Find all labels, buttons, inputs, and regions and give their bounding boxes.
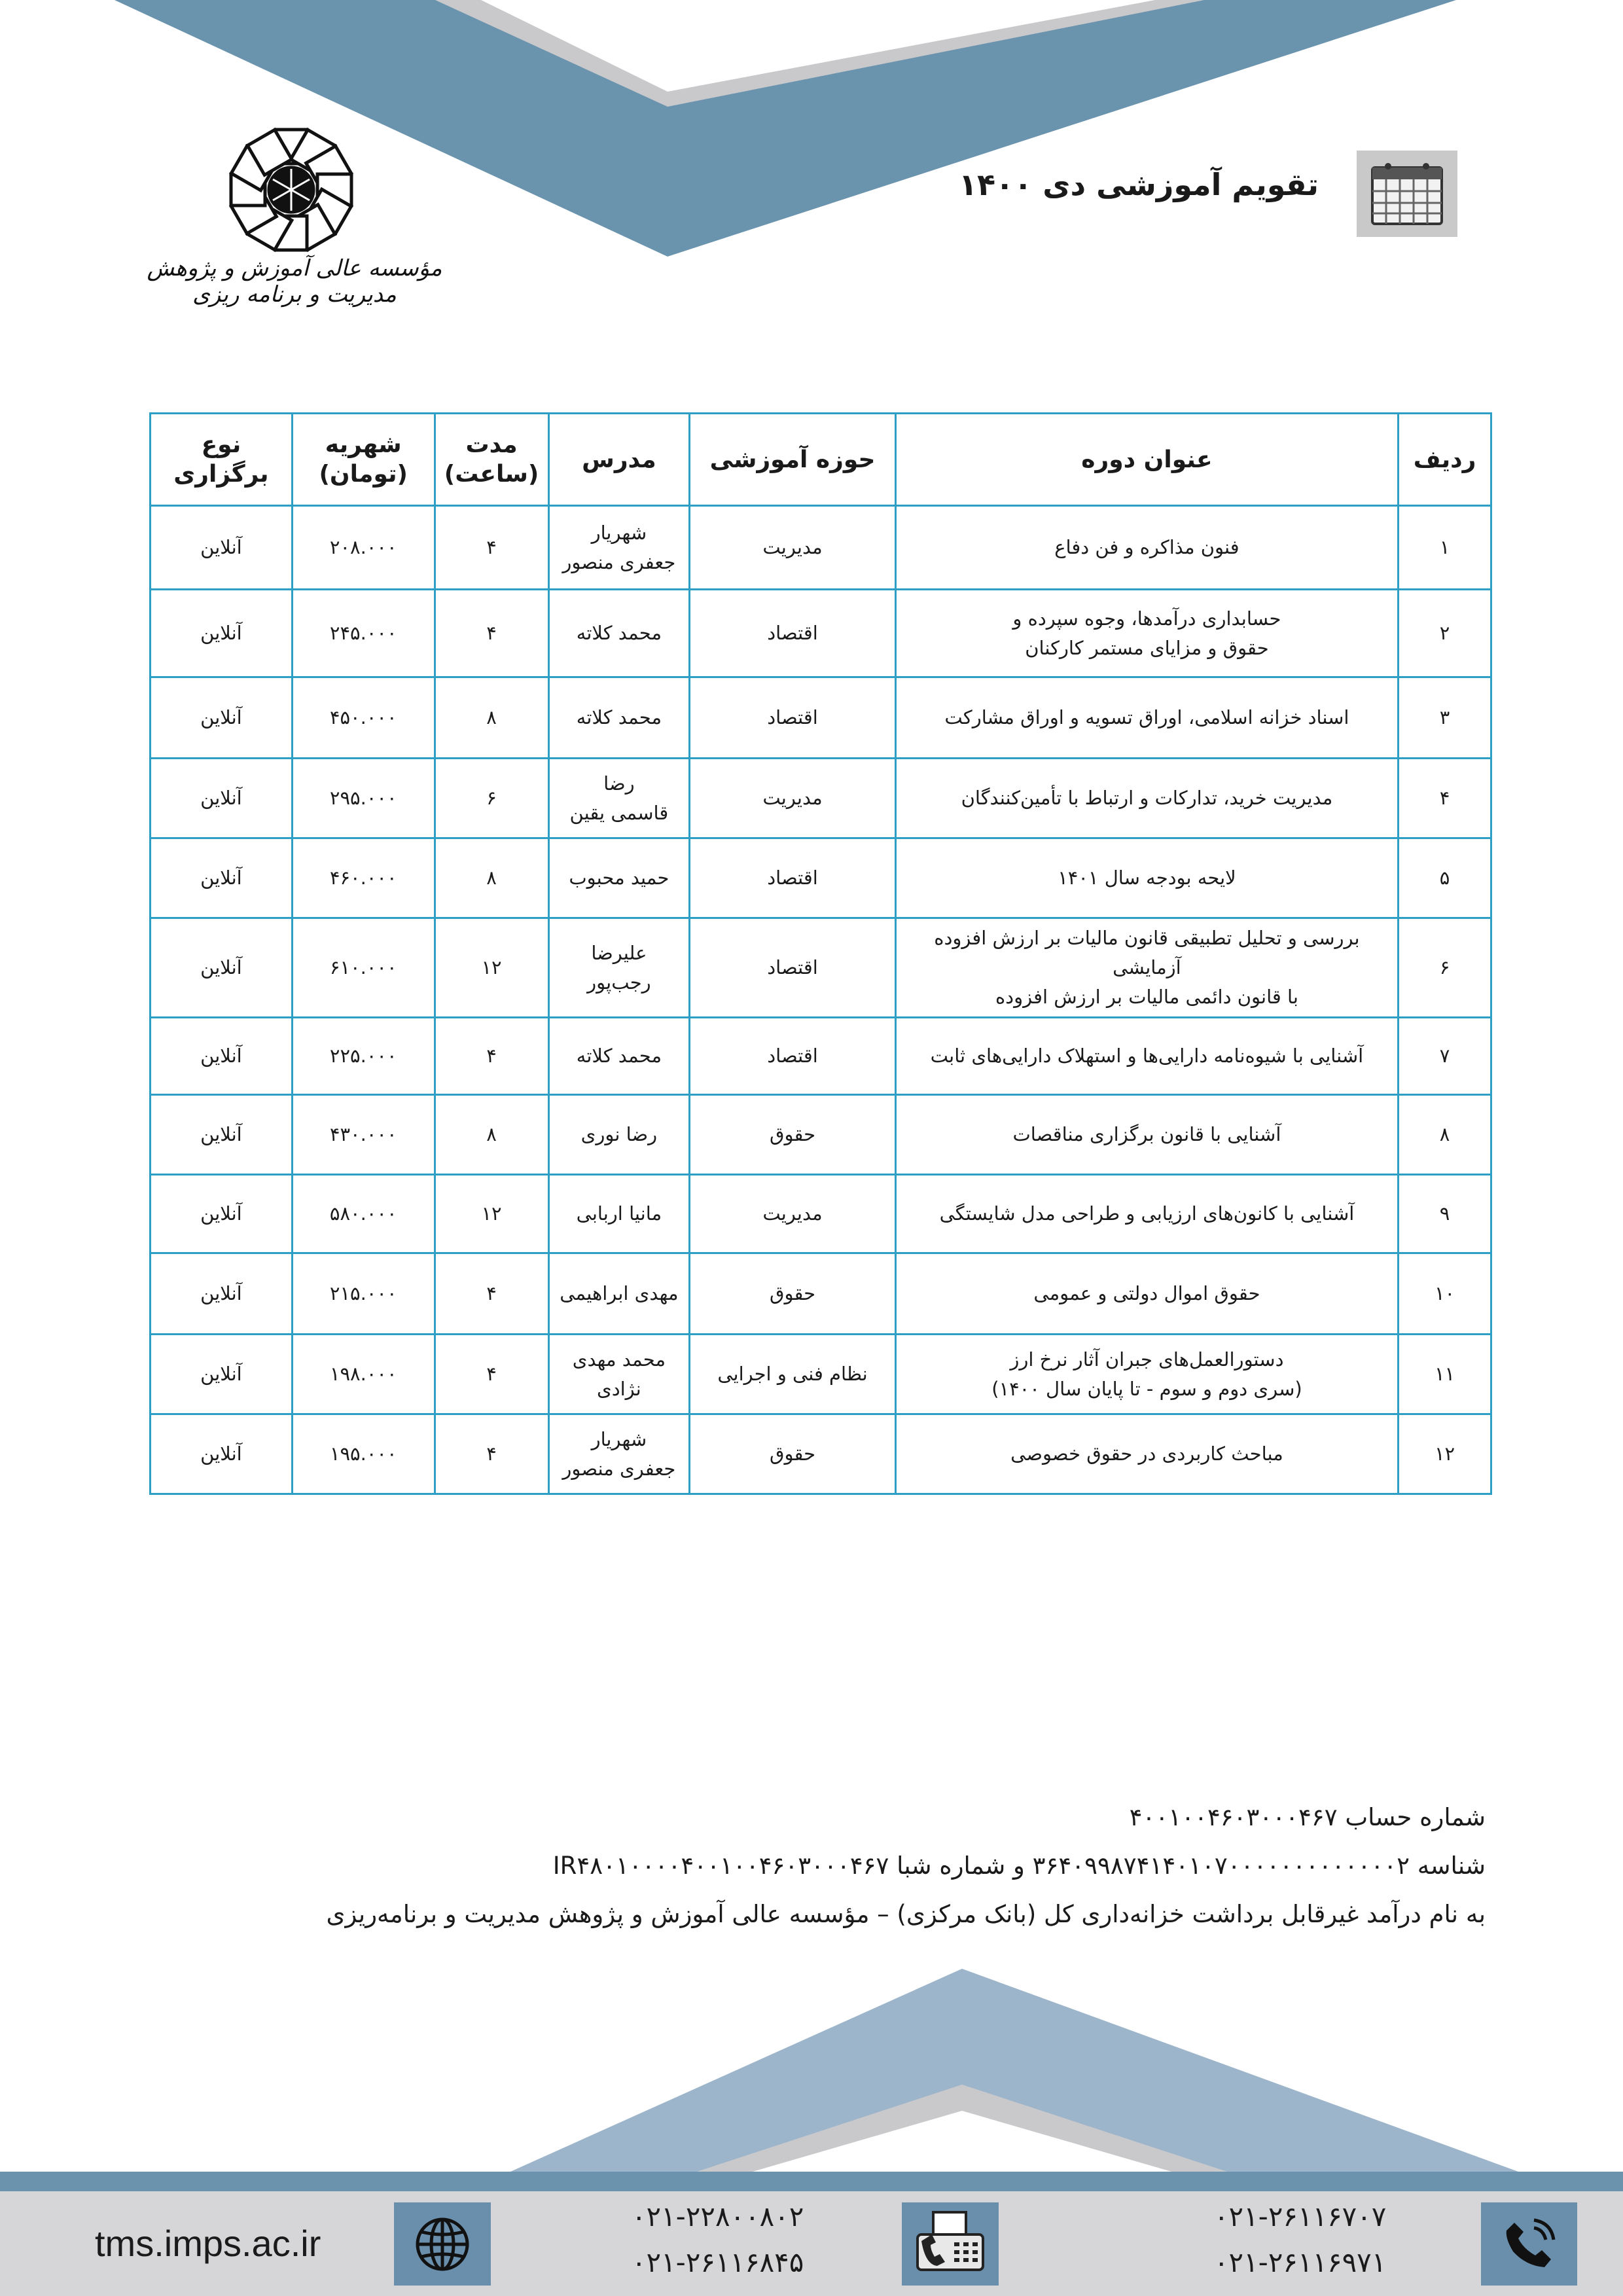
duration-cell-text: ۴ xyxy=(486,622,497,645)
duration-cell xyxy=(435,918,548,1018)
duration-cell-text: ۸ xyxy=(486,1123,497,1146)
teacher-cell xyxy=(548,918,690,1018)
fax-icon xyxy=(902,2202,999,2286)
delivery-type-cell-text: آنلاین xyxy=(200,1045,242,1067)
teacher-cell xyxy=(548,1253,690,1335)
teacher-cell-text: محمد کلاته xyxy=(576,622,662,645)
row-number-cell-text: ۱۱ xyxy=(1434,1363,1455,1386)
course-title-cell-text: آشنایی با کانون‌های ارزیابی و طراحی مدل شایستگی xyxy=(939,1202,1355,1225)
fee-cell xyxy=(292,838,435,918)
row-number-cell-text: ۱۲ xyxy=(1434,1443,1455,1465)
fee-cell-text: ۱۹۵.۰۰۰ xyxy=(329,1443,397,1465)
fee-cell xyxy=(292,1335,435,1414)
course-title-cell-text: (سری دوم و سوم - تا پایان سال ۱۴۰۰) xyxy=(991,1377,1302,1400)
fee-cell xyxy=(292,1253,435,1335)
field-cell xyxy=(690,918,896,1018)
field-cell-text: اقتصاد xyxy=(767,956,818,979)
field-cell-text: اقتصاد xyxy=(767,867,818,889)
teacher-cell-text: مانیا اربابی xyxy=(576,1202,662,1225)
row-number-cell xyxy=(1399,759,1491,838)
delivery-type-cell xyxy=(151,1018,293,1095)
duration-cell-text: ۱۲ xyxy=(481,956,502,979)
table-row xyxy=(151,1335,1491,1414)
field-cell-text: حقوق xyxy=(769,1443,816,1465)
teacher-cell-text: رجب‌پور xyxy=(587,971,651,994)
teacher-cell-text: حمید محبوب xyxy=(569,867,669,889)
field-cell-text: حقوق xyxy=(769,1282,816,1305)
course-title-cell xyxy=(895,1175,1398,1253)
delivery-type-cell-text: آنلاین xyxy=(200,1202,242,1225)
delivery-type-cell xyxy=(151,918,293,1018)
duration-cell xyxy=(435,1095,548,1175)
row-number-cell-text: ۳ xyxy=(1439,706,1450,729)
row-number-cell-text: ۴ xyxy=(1439,787,1450,810)
teacher-cell xyxy=(548,759,690,838)
header-type-label-1: نوع xyxy=(201,431,241,458)
course-title-cell-text: دستورالعمل‌های جبران آثار نرخ ارز xyxy=(1010,1348,1284,1371)
course-title-cell-text: مباحث کاربردی در حقوق خصوصی xyxy=(1010,1443,1283,1465)
row-number-cell xyxy=(1399,1095,1491,1175)
header-field: حوزه آموزشی xyxy=(690,414,896,506)
teacher-cell-text: شهریار xyxy=(591,1427,647,1450)
course-title-cell xyxy=(895,1018,1398,1095)
teacher-cell-text: علیرضا xyxy=(591,941,647,964)
header-fee-unit: (تومان) xyxy=(319,461,408,488)
table-row xyxy=(151,1175,1491,1253)
field-cell-text: حقوق xyxy=(769,1123,816,1146)
fax-number-1[interactable]: ۰۲۱-۲۲۸۰۰۸۰۲ xyxy=(632,2200,804,2233)
table-row xyxy=(151,759,1491,838)
duration-cell xyxy=(435,1414,548,1494)
delivery-type-cell xyxy=(151,1175,293,1253)
course-title-cell-text: آشنایی با شیوه‌نامه دارایی‌ها و استهلاک دارایی‌های ثابت xyxy=(930,1045,1364,1067)
header-teacher: مدرس xyxy=(548,414,690,506)
delivery-type-cell-text: آنلاین xyxy=(200,1282,242,1305)
course-title-cell xyxy=(895,1095,1398,1175)
field-cell xyxy=(690,1175,896,1253)
teacher-cell-text: نژادی xyxy=(597,1377,641,1400)
duration-cell-text: ۴ xyxy=(486,1443,497,1465)
delivery-type-cell-text: آنلاین xyxy=(200,1123,242,1146)
delivery-type-cell-text: آنلاین xyxy=(200,1363,242,1386)
delivery-type-cell-text: آنلاین xyxy=(200,1443,242,1465)
duration-cell xyxy=(435,759,548,838)
fee-cell-text: ۴۵۰.۰۰۰ xyxy=(329,706,397,729)
field-cell xyxy=(690,759,896,838)
row-number-cell xyxy=(1399,590,1491,677)
header-type-label-2: برگزاری xyxy=(173,461,269,488)
fee-cell xyxy=(292,1018,435,1095)
header-fee-label: شهریه xyxy=(325,431,402,458)
row-number-cell xyxy=(1399,1335,1491,1414)
delivery-type-cell xyxy=(151,838,293,918)
table-row xyxy=(151,918,1491,1018)
teacher-cell xyxy=(548,1414,690,1494)
phone-icon xyxy=(1481,2202,1577,2286)
teacher-cell-text: رضا xyxy=(603,772,635,795)
course-title-cell-text: بررسی و تحلیل تطبیقی قانون مالیات بر ارزش افزوده آزمایشی xyxy=(934,927,1360,979)
duration-cell xyxy=(435,506,548,590)
teacher-cell xyxy=(548,506,690,590)
fee-cell-text: ۲۹۵.۰۰۰ xyxy=(329,787,397,810)
teacher-cell-text: رضا نوری xyxy=(580,1123,658,1146)
teacher-cell xyxy=(548,1018,690,1095)
row-number-cell-text: ۵ xyxy=(1439,867,1450,889)
delivery-type-cell-text: آنلاین xyxy=(200,956,242,979)
duration-cell xyxy=(435,677,548,759)
field-cell xyxy=(690,1018,896,1095)
field-cell-text: مدیریت xyxy=(762,1202,823,1225)
teacher-cell-text: محمد مهدی xyxy=(572,1348,666,1371)
header-duration-label: مدت xyxy=(465,431,518,458)
institute-name: مؤسسه عالی آموزش و پژوهش مدیریت و برنامه ریزی xyxy=(147,255,442,308)
header-delivery-type xyxy=(151,414,293,506)
fee-cell-text: ۲۴۵.۰۰۰ xyxy=(329,622,397,645)
fee-cell xyxy=(292,918,435,1018)
header-duration xyxy=(435,414,548,506)
duration-cell xyxy=(435,1335,548,1414)
duration-cell xyxy=(435,1253,548,1335)
fee-cell-text: ۲۰۸.۰۰۰ xyxy=(329,536,397,559)
table-row xyxy=(151,1095,1491,1175)
delivery-type-cell-text: آنلاین xyxy=(200,622,242,645)
row-number-cell xyxy=(1399,1175,1491,1253)
row-number-cell-text: ۱۰ xyxy=(1434,1282,1455,1305)
course-title-cell-text: اسناد خزانه اسلامی، اوراق تسویه و اوراق مشارکت xyxy=(944,706,1349,729)
duration-cell xyxy=(435,590,548,677)
teacher-cell-text: شهریار xyxy=(591,521,647,544)
field-cell-text: نظام فنی و اجرایی xyxy=(717,1363,868,1386)
teacher-cell-text: محمد کلاته xyxy=(576,1045,662,1067)
row-number-cell-text: ۸ xyxy=(1439,1123,1450,1146)
teacher-cell xyxy=(548,590,690,677)
field-cell xyxy=(690,677,896,759)
duration-cell-text: ۴ xyxy=(486,1045,497,1067)
duration-cell-text: ۸ xyxy=(486,867,497,889)
course-title-cell-text: مدیریت خرید، تدارکات و ارتباط با تأمین‌کنندگان xyxy=(961,787,1333,810)
teacher-cell-text: مهدی ابراهیمی xyxy=(560,1282,679,1305)
fee-cell-text: ۲۲۵.۰۰۰ xyxy=(329,1045,397,1067)
calendar-icon xyxy=(1357,151,1457,237)
field-cell xyxy=(690,1253,896,1335)
delivery-type-cell xyxy=(151,1253,293,1335)
table-row xyxy=(151,1414,1491,1494)
table-row xyxy=(151,838,1491,918)
page-title: تقویم آموزشی دی ۱۴۰۰ xyxy=(958,167,1319,202)
delivery-type-cell-text: آنلاین xyxy=(200,536,242,559)
table-row xyxy=(151,1253,1491,1335)
row-number-cell xyxy=(1399,838,1491,918)
field-cell xyxy=(690,590,896,677)
course-title-cell xyxy=(895,918,1398,1018)
row-number-cell xyxy=(1399,918,1491,1018)
course-title-cell xyxy=(895,1253,1398,1335)
field-cell xyxy=(690,1095,896,1175)
field-cell-text: مدیریت xyxy=(762,787,823,810)
delivery-type-cell xyxy=(151,506,293,590)
row-number-cell xyxy=(1399,506,1491,590)
field-cell xyxy=(690,838,896,918)
fee-cell xyxy=(292,1414,435,1494)
fee-cell-text: ۴۳۰.۰۰۰ xyxy=(329,1123,397,1146)
teacher-cell xyxy=(548,1175,690,1253)
duration-cell-text: ۶ xyxy=(486,787,497,810)
row-number-cell-text: ۹ xyxy=(1439,1202,1450,1225)
fee-cell xyxy=(292,506,435,590)
fee-cell-text: ۲۱۵.۰۰۰ xyxy=(329,1282,397,1305)
course-title-cell-text: حسابداری درآمدها، وجوه سپرده و xyxy=(1012,607,1281,630)
course-title-cell-text: حقوق اموال دولتی و عمومی xyxy=(1033,1282,1260,1305)
teacher-cell xyxy=(548,838,690,918)
header-course-title: عنوان دوره xyxy=(895,414,1398,506)
table-header-row xyxy=(151,414,1491,506)
course-title-cell-text: با قانون دائمی مالیات بر ارزش افزوده xyxy=(995,985,1298,1008)
delivery-type-cell xyxy=(151,759,293,838)
phone-number-1[interactable]: ۰۲۱-۲۶۱۱۶۷۰۷ xyxy=(1214,2200,1387,2233)
course-title-cell xyxy=(895,759,1398,838)
website-link[interactable]: tms.imps.ac.ir xyxy=(95,2223,321,2264)
course-schedule-table xyxy=(149,412,1492,1495)
payee-name: به نام درآمد غیرقابل برداشت خزانه‌داری کل (بانک مرکزی) – مؤسسه عالی آموزش و پژوهش مدیریت و برنامه‌ریزی xyxy=(326,1900,1486,1928)
account-number: شماره حساب ۴۰۰۱۰۰۴۶۰۳۰۰۰۴۶۷ xyxy=(1129,1803,1486,1831)
course-title-cell-text: حقوق و مزایای مستمر کارکنان xyxy=(1025,636,1269,659)
delivery-type-cell xyxy=(151,677,293,759)
duration-cell xyxy=(435,1175,548,1253)
table-row xyxy=(151,1018,1491,1095)
row-number-cell-text: ۶ xyxy=(1439,956,1450,979)
field-cell xyxy=(690,1335,896,1414)
field-cell-text: اقتصاد xyxy=(767,1045,818,1067)
header-fee xyxy=(292,414,435,506)
duration-cell-text: ۴ xyxy=(486,1282,497,1305)
delivery-type-cell xyxy=(151,590,293,677)
teacher-cell xyxy=(548,1335,690,1414)
duration-cell-text: ۴ xyxy=(486,536,497,559)
teacher-cell xyxy=(548,1095,690,1175)
field-cell-text: اقتصاد xyxy=(767,706,818,729)
row-number-cell xyxy=(1399,1414,1491,1494)
field-cell-text: مدیریت xyxy=(762,536,823,559)
field-cell xyxy=(690,506,896,590)
course-title-cell xyxy=(895,506,1398,590)
row-number-cell-text: ۷ xyxy=(1439,1045,1450,1067)
field-cell xyxy=(690,1414,896,1494)
course-title-cell-text: فنون مذاکره و فن دفاع xyxy=(1054,536,1240,559)
teacher-cell xyxy=(548,677,690,759)
table-row xyxy=(151,590,1491,677)
globe-icon xyxy=(394,2202,491,2286)
delivery-type-cell xyxy=(151,1335,293,1414)
row-number-cell-text: ۲ xyxy=(1439,622,1450,645)
fee-cell-text: ۴۶۰.۰۰۰ xyxy=(329,867,397,889)
duration-cell-text: ۴ xyxy=(486,1363,497,1386)
fee-cell xyxy=(292,590,435,677)
table-row xyxy=(151,677,1491,759)
course-title-cell xyxy=(895,838,1398,918)
fee-cell-text: ۶۱۰.۰۰۰ xyxy=(329,956,397,979)
course-title-cell xyxy=(895,677,1398,759)
teacher-cell-text: محمد کلاته xyxy=(576,706,662,729)
delivery-type-cell-text: آنلاین xyxy=(200,787,242,810)
header-row-number: ردیف xyxy=(1399,414,1491,506)
delivery-type-cell xyxy=(151,1414,293,1494)
teacher-cell-text: جعفری منصور xyxy=(562,1457,676,1480)
fax-number-2[interactable]: ۰۲۱-۲۶۱۱۶۸۴۵ xyxy=(632,2246,804,2278)
teacher-cell-text: قاسمی یقین xyxy=(569,801,669,824)
row-number-cell xyxy=(1399,1253,1491,1335)
duration-cell xyxy=(435,1018,548,1095)
duration-cell xyxy=(435,838,548,918)
fee-cell xyxy=(292,677,435,759)
field-cell-text: اقتصاد xyxy=(767,622,818,645)
shaba-number: شناسه ۳۶۴۰۹۹۸۷۴۱۴۰۱۰۷۰۰۰۰۰۰۰۰۰۰۰۰۰۲ و شماره شبا IR۴۸۰۱۰۰۰۰۴۰۰۱۰۰۴۶۰۳۰۰۰۴۶۷ xyxy=(552,1852,1486,1880)
delivery-type-cell xyxy=(151,1095,293,1175)
fee-cell xyxy=(292,1175,435,1253)
table-row xyxy=(151,506,1491,590)
course-title-cell xyxy=(895,1335,1398,1414)
course-title-cell-text: لایحه بودجه سال ۱۴۰۱ xyxy=(1058,867,1236,889)
fee-cell-text: ۱۹۸.۰۰۰ xyxy=(329,1363,397,1386)
course-title-cell-text: آشنایی با قانون برگزاری مناقصات xyxy=(1012,1123,1281,1146)
delivery-type-cell-text: آنلاین xyxy=(200,867,242,889)
phone-number-2[interactable]: ۰۲۱-۲۶۱۱۶۹۷۱ xyxy=(1214,2246,1387,2278)
footer-stripe xyxy=(0,2172,1623,2191)
duration-cell-text: ۱۲ xyxy=(481,1202,502,1225)
fee-cell-text: ۵۸۰.۰۰۰ xyxy=(329,1202,397,1225)
row-number-cell-text: ۱ xyxy=(1439,536,1450,559)
teacher-cell-text: جعفری منصور xyxy=(562,550,676,573)
duration-cell-text: ۸ xyxy=(486,706,497,729)
course-title-cell xyxy=(895,590,1398,677)
header-duration-unit: (ساعت) xyxy=(444,461,539,488)
fee-cell xyxy=(292,759,435,838)
delivery-type-cell-text: آنلاین xyxy=(200,706,242,729)
row-number-cell xyxy=(1399,1018,1491,1095)
payment-info xyxy=(327,1793,1486,1939)
fee-cell xyxy=(292,1095,435,1175)
row-number-cell xyxy=(1399,677,1491,759)
course-title-cell xyxy=(895,1414,1398,1494)
